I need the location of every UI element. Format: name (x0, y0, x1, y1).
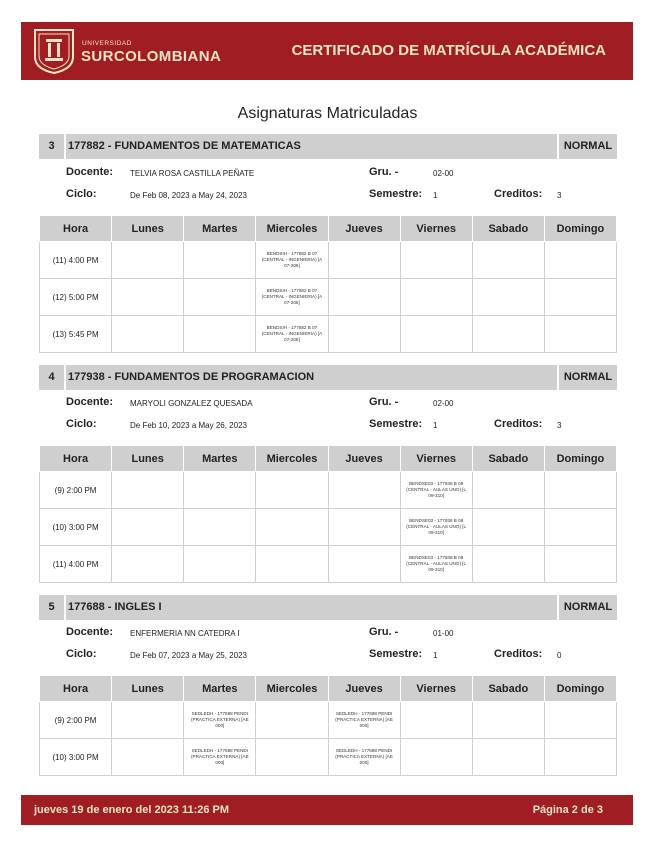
class-cell: BENDSIH - 177882 B 07 (CENTRAL - INGENIERIA) [A 07-208] (261, 288, 323, 305)
class-cell: SEDLEDH - 177688 PENDI (PRACTICA EXTERNA) [AE 000] (335, 711, 393, 728)
table-row (40, 242, 617, 279)
hora-cell: (11) 4:00 PM (40, 546, 112, 583)
ciclo-value: De Feb 07, 2023 a May 25, 2023 (130, 651, 247, 660)
course-status: NORMAL (563, 371, 613, 383)
col-miercoles: Miercoles (256, 446, 328, 472)
col-sabado: Sabado (472, 216, 544, 242)
grupo-label: Gru. - (369, 166, 399, 178)
col-domingo: Domingo (544, 676, 616, 702)
course-bar (39, 595, 617, 620)
creditos-value: 0 (557, 651, 562, 660)
university-label: UNIVERSIDAD (82, 40, 132, 47)
col-domingo: Domingo (544, 446, 616, 472)
course-status: NORMAL (563, 601, 613, 613)
table-row (40, 546, 617, 583)
bar-divider (64, 595, 66, 620)
semestre-label: Semestre: (369, 648, 423, 660)
col-viernes: Viernes (400, 216, 472, 242)
bar-divider (64, 134, 66, 159)
ciclo-label: Ciclo: (66, 418, 97, 430)
print-date: jueves 19 de enero del 2023 11:26 PM (34, 804, 230, 816)
creditos-label: Creditos: (494, 648, 543, 660)
ciclo-label: Ciclo: (66, 188, 97, 200)
col-jueves: Jueves (328, 216, 400, 242)
course-name: 177882 - FUNDAMENTOS DE MATEMATICAS (68, 140, 301, 152)
hora-cell: (11) 4:00 PM (40, 242, 112, 279)
col-martes: Martes (184, 676, 256, 702)
grupo-value: 01-00 (433, 629, 454, 638)
course-block (39, 134, 617, 342)
semestre-label: Semestre: (369, 418, 423, 430)
table-row (40, 279, 617, 316)
page-header (21, 22, 633, 80)
grupo-label: Gru. - (369, 396, 399, 408)
class-cell: BENDSIH - 177882 B 07 (CENTRAL - INGENIERIA) [A 07-208] (261, 251, 323, 268)
hora-cell: (13) 5:45 PM (40, 316, 112, 353)
semestre-value: 1 (433, 191, 438, 200)
col-miercoles: Miercoles (256, 676, 328, 702)
table-row (40, 472, 617, 509)
docente-value: ENFERMERIA NN CATEDRA I (130, 629, 240, 638)
course-number: 4 (48, 371, 55, 383)
semestre-label: Semestre: (369, 188, 423, 200)
col-jueves: Jueves (328, 676, 400, 702)
creditos-value: 3 (557, 191, 562, 200)
table-row (40, 316, 617, 353)
creditos-value: 3 (557, 421, 562, 430)
table-row (40, 509, 617, 546)
semestre-value: 1 (433, 421, 438, 430)
university-name: SURCOLOMBIANA (81, 48, 222, 65)
class-cell: BENDSE03 - 177938 B 09 (CENTRAL - AULAS UNO) [L 09-310] (406, 518, 467, 535)
course-block (39, 595, 617, 765)
class-cell: SEDLEDH - 177688 PENDI (PRACTICA EXTERNA) [AE 000] (335, 748, 393, 765)
col-viernes: Viernes (400, 446, 472, 472)
docente-label: Docente: (66, 626, 114, 638)
col-hora: Hora (40, 446, 112, 472)
hora-cell: (10) 3:00 PM (40, 739, 112, 776)
hora-cell: (9) 2:00 PM (40, 702, 112, 739)
course-name: 177688 - INGLES I (68, 601, 162, 613)
grupo-value: 02-00 (433, 169, 454, 178)
class-cell: BENDSE03 - 177938 B 09 (CENTRAL - AULAS UNO) [L 09-310] (406, 555, 467, 572)
table-row (40, 702, 617, 739)
creditos-label: Creditos: (494, 418, 543, 430)
class-cell: SEDLEDH - 177688 PENDI (PRACTICA EXTERNA) [AE 000] (190, 711, 249, 728)
course-status: NORMAL (563, 140, 613, 152)
col-martes: Martes (184, 446, 256, 472)
course-bar (39, 365, 617, 390)
table-row (40, 739, 617, 776)
grupo-label: Gru. - (369, 626, 399, 638)
course-name: 177938 - FUNDAMENTOS DE PROGRAMACION (68, 371, 315, 383)
course-number: 3 (48, 140, 55, 152)
col-lunes: Lunes (112, 676, 184, 702)
class-cell: SEDLEDH - 177688 PENDI (PRACTICA EXTERNA) [AE 000] (190, 748, 249, 765)
grupo-value: 02-00 (433, 399, 454, 408)
bar-divider (64, 365, 66, 390)
col-sabado: Sabado (472, 676, 544, 702)
hora-cell: (12) 5:00 PM (40, 279, 112, 316)
schedule-table (39, 675, 617, 776)
page-number: Página 2 de 3 (532, 804, 603, 816)
docente-value: TELVIA ROSA CASTILLA PEÑATE (130, 169, 255, 178)
ciclo-value: De Feb 08, 2023 a May 24, 2023 (130, 191, 247, 200)
col-sabado: Sabado (472, 446, 544, 472)
section-title: Asignaturas Matriculadas (237, 105, 418, 122)
course-number: 5 (48, 601, 55, 613)
ciclo-value: De Feb 10, 2023 a May 26, 2023 (130, 421, 247, 430)
ciclo-label: Ciclo: (66, 648, 97, 660)
certificate-title: CERTIFICADO DE MATRÍCULA ACADÉMICA (291, 42, 606, 59)
course-bar (39, 134, 617, 159)
col-lunes: Lunes (112, 216, 184, 242)
creditos-label: Creditos: (494, 188, 543, 200)
class-cell: BENDSIH - 177882 B 07 (CENTRAL - INGENIERIA) [A 07-208] (261, 325, 323, 342)
schedule-table (39, 215, 617, 353)
col-lunes: Lunes (112, 446, 184, 472)
course-block (39, 365, 617, 572)
col-martes: Martes (184, 216, 256, 242)
col-viernes: Viernes (400, 676, 472, 702)
col-hora: Hora (40, 676, 112, 702)
university-shield-icon (32, 27, 76, 75)
col-hora: Hora (40, 216, 112, 242)
hora-cell: (9) 2:00 PM (40, 472, 112, 509)
docente-label: Docente: (66, 166, 114, 178)
page-footer (21, 795, 633, 825)
col-jueves: Jueves (328, 446, 400, 472)
hora-cell: (10) 3:00 PM (40, 509, 112, 546)
docente-label: Docente: (66, 396, 114, 408)
col-domingo: Domingo (544, 216, 616, 242)
semestre-value: 1 (433, 651, 438, 660)
col-miercoles: Miercoles (256, 216, 328, 242)
class-cell: BENDSE03 - 177938 B 09 (CENTRAL - AULAS UNO) [L 09-310] (406, 481, 467, 498)
docente-value: MARYOLI GONZALEZ QUESADA (130, 399, 253, 408)
schedule-table (39, 445, 617, 583)
